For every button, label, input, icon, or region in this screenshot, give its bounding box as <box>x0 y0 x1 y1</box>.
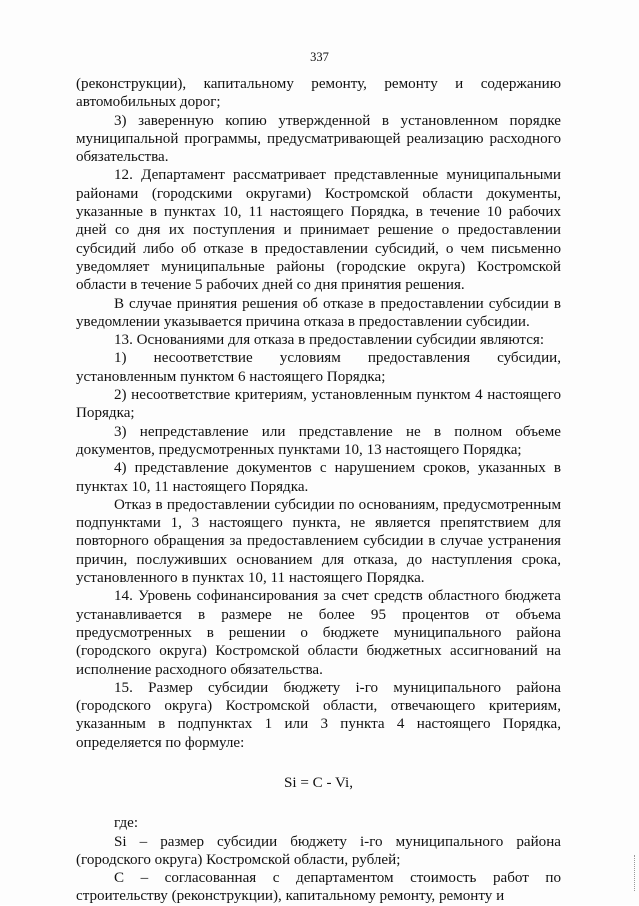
paragraph-14: 14. Уровень софинансирования за счет средств областного бюджета устанавливается в размере не более 95 процентов от объема предусмотренных в решении о бюджете муниципального района (городского округа) Костромской области бюджетных ассигнований на исполнение расходного обязательства. <box>76 588 561 678</box>
paragraph-continuation: (реконструкции), капитальному ремонту, ремонту и содержанию автомобильных дорог; <box>76 76 561 111</box>
paragraph-13-item-2: 2) несоответствие критериям, установленным пунктом 4 настоящего Порядка; <box>76 387 561 422</box>
paragraph-refusal-reapply: Отказ в предоставлении субсидии по основаниям, предусмотренным подпунктами 1, 3 настоящего пункта, не является препятствием для повторного обращения за предоставлением субсидии в случае устранения причин, послуживших основанием для отказа, до наступления срока, установленного в пунктах 10, 11 настоящего Порядка. <box>76 496 561 587</box>
paragraph-13: 13. Основаниями для отказа в предоставлении субсидии являются: <box>114 332 545 349</box>
paragraph-13-item-1: 1) несоответствие условиям предоставления субсидии, установленным пунктом 6 настоящего Порядка; <box>76 350 561 385</box>
definition-si: Si – размер субсидии бюджету i-го муниципального района (городского округа) Костромской области, рублей; <box>76 833 561 868</box>
paragraph-13-item-4: 4) представление документов с нарушением сроков, указанных в пунктах 10, 11 настоящего Порядка. <box>76 460 561 495</box>
paragraph-item-3: 3) заверенную копию утвержденной в установленном порядке муниципальной программы, предусматривающей реализацию расходного обязательства. <box>76 112 561 166</box>
paragraph-refusal-notice: В случае принятия решения об отказе в предоставлении субсидии в уведомлении указывается причина отказа в предоставлении субсидии. <box>76 295 561 330</box>
subsidy-formula: Si = C - Vi, <box>284 774 353 791</box>
paragraph-15: 15. Размер субсидии бюджету i-го муниципального района (городского округа) Костромской области, отвечающего критериям, указанным в подпунктах 1 или 3 пункта 4 настоящего Порядка, определяется по формуле: <box>76 679 561 751</box>
page-number: 337 <box>310 50 329 64</box>
where-label: где: <box>114 815 139 832</box>
definition-c: C – согласованная с департаментом стоимость работ по строительству (реконструкции), капитальному ремонту, ремонту и <box>76 870 561 905</box>
paragraph-13-item-3: 3) непредставление или представление не в полном объеме документов, предусмотренных пунктами 10, 13 настоящего Порядка; <box>76 423 561 458</box>
document-body <box>76 75 561 906</box>
paragraph-12: 12. Департамент рассматривает представленные муниципальными районами (городскими округами) Костромской области документы, указанные в пунктах 10, 11 настоящего Порядка, в течение 10 рабочих дней со дня их поступления и принимает решение о предоставлении субсидий либо об отказе в предоставлении субсидий, о чем письменно уведомляет муниципальные районы (городские округа) Костромской области в течение 5 рабочих дней со дня принятия решения. <box>76 167 561 294</box>
scan-edge-mark <box>631 855 635 891</box>
